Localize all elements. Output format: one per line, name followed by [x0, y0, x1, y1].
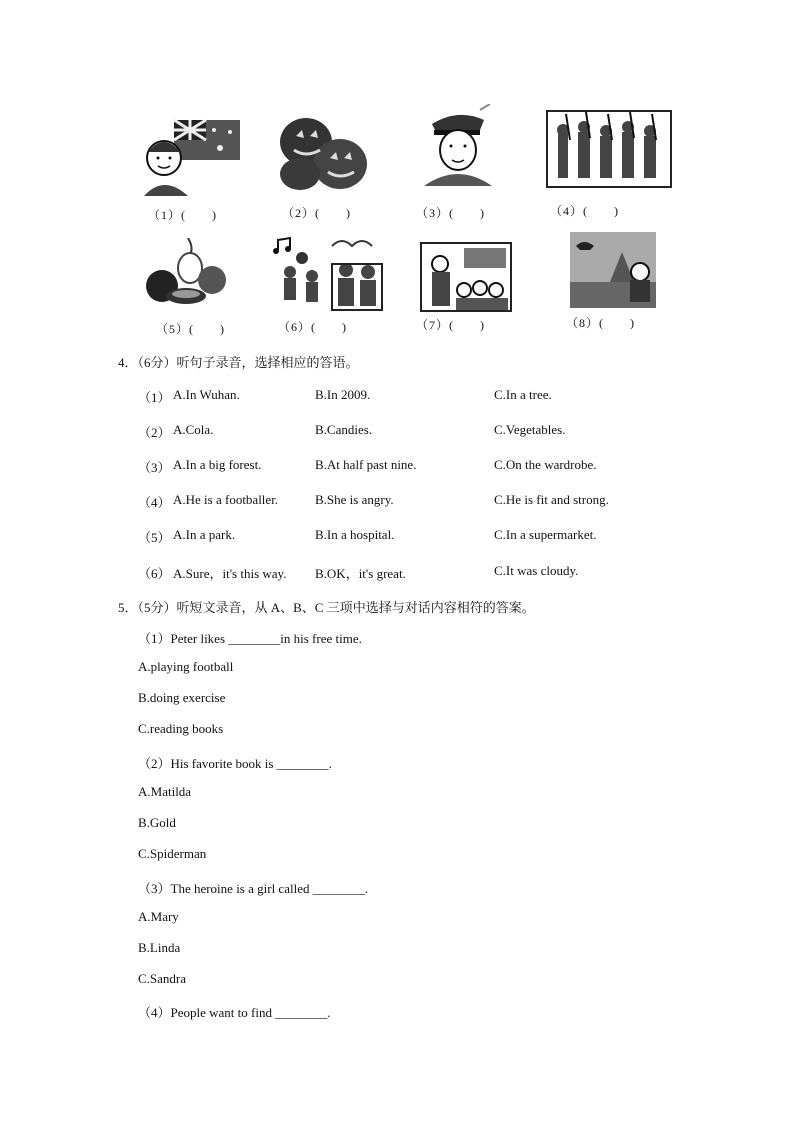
- q5-item-2-option-a: A.Matilda: [138, 784, 192, 799]
- picture-8: [570, 232, 656, 308]
- q4-row-1-option-b: B.In 2009.: [315, 387, 371, 402]
- picture-3-label: （3）( ): [416, 206, 485, 220]
- q5-item-2-option-c: C.Spiderman: [138, 846, 207, 861]
- q4-row-4-option-a: A.He is a footballer.: [173, 492, 279, 507]
- q4-row-3-option-b: B.At half past nine.: [315, 457, 417, 472]
- q5-item-3-option-a: A.Mary: [138, 909, 179, 924]
- classroom-icon: [420, 242, 512, 312]
- q5-item-3-question: （3）The heroine is a girl called ________.: [138, 881, 368, 896]
- picture-7: [420, 242, 512, 312]
- q5-item-1-question: （1）Peter likes ________in his free time.: [138, 631, 362, 646]
- picture-4: [546, 110, 672, 188]
- picture-5: [144, 238, 228, 308]
- picture-2-label: （2）( ): [282, 206, 351, 220]
- q5-item-1-option-b: B.doing exercise: [138, 690, 226, 705]
- pumpkins-icon: [278, 112, 368, 192]
- q5-title: 5．（5分）听短文录音，从 A、B、C 三项中选择与对话内容相符的答案。: [118, 600, 535, 615]
- q4-row-3-option-a: A.In a big forest.: [173, 457, 262, 472]
- q5-item-1-option-a: A.playing football: [138, 659, 234, 674]
- picture-4-label: （4）( ): [550, 204, 619, 218]
- music-party-icon: [272, 236, 384, 312]
- q4-row-1-number: （1）: [138, 390, 171, 405]
- boy-with-flag-icon: [138, 118, 242, 196]
- q4-row-3-option-c: C.On the wardrobe.: [494, 457, 597, 472]
- q4-row-4-number: （4）: [138, 495, 171, 510]
- q4-row-6-option-c: C.It was cloudy.: [494, 563, 579, 578]
- q4-row-5-option-b: B.In a hospital.: [315, 527, 395, 542]
- picture-6: [272, 236, 384, 312]
- picture-3: [418, 104, 498, 186]
- q4-row-3-number: （3）: [138, 460, 171, 475]
- outdoor-scene-icon: [570, 232, 656, 308]
- q4-row-5-number: （5）: [138, 530, 171, 545]
- soldiers-icon: [546, 110, 672, 188]
- policeman-icon: [418, 104, 498, 186]
- picture-1-label: （1）( ): [148, 208, 217, 222]
- q4-row-1-option-c: C.In a tree.: [494, 387, 552, 402]
- q4-row-2-number: （2）: [138, 425, 171, 440]
- q4-row-2-option-a: A.Cola.: [173, 422, 214, 437]
- q5-item-2-option-b: B.Gold: [138, 815, 176, 830]
- picture-2: [278, 112, 368, 192]
- q5-item-3-option-b: B.Linda: [138, 940, 181, 955]
- q5-item-3-option-c: C.Sandra: [138, 971, 187, 986]
- q5-item-2-question: （2）His favorite book is ________.: [138, 756, 332, 771]
- q4-row-4-option-c: C.He is fit and strong.: [494, 492, 609, 507]
- fruits-icon: [144, 238, 228, 308]
- q4-row-1-option-a: A.In Wuhan.: [173, 387, 240, 402]
- picture-6-label: （6）( ): [278, 320, 347, 334]
- q5-item-4-question: （4）People want to find ________.: [138, 1005, 331, 1020]
- picture-7-label: （7）( ): [416, 318, 485, 332]
- q4-row-4-option-b: B.She is angry.: [315, 492, 394, 507]
- q4-row-5-option-c: C.In a supermarket.: [494, 527, 597, 542]
- picture-1: [138, 118, 242, 196]
- q4-row-6-option-a: A.Sure，it's this way.: [173, 566, 287, 581]
- q4-row-6-number: （6）: [138, 566, 171, 581]
- q4-row-6-option-b: B.OK，it's great.: [315, 566, 406, 581]
- picture-8-label: （8）( ): [566, 316, 635, 330]
- picture-5-label: （5）( ): [156, 322, 225, 336]
- q4-row-2-option-c: C.Vegetables.: [494, 422, 566, 437]
- q4-row-5-option-a: A.In a park.: [173, 527, 236, 542]
- q5-item-1-option-c: C.reading books: [138, 721, 224, 736]
- q4-title: 4．（6分）听句子录音，选择相应的答语。: [118, 355, 359, 370]
- q4-row-2-option-b: B.Candies.: [315, 422, 373, 437]
